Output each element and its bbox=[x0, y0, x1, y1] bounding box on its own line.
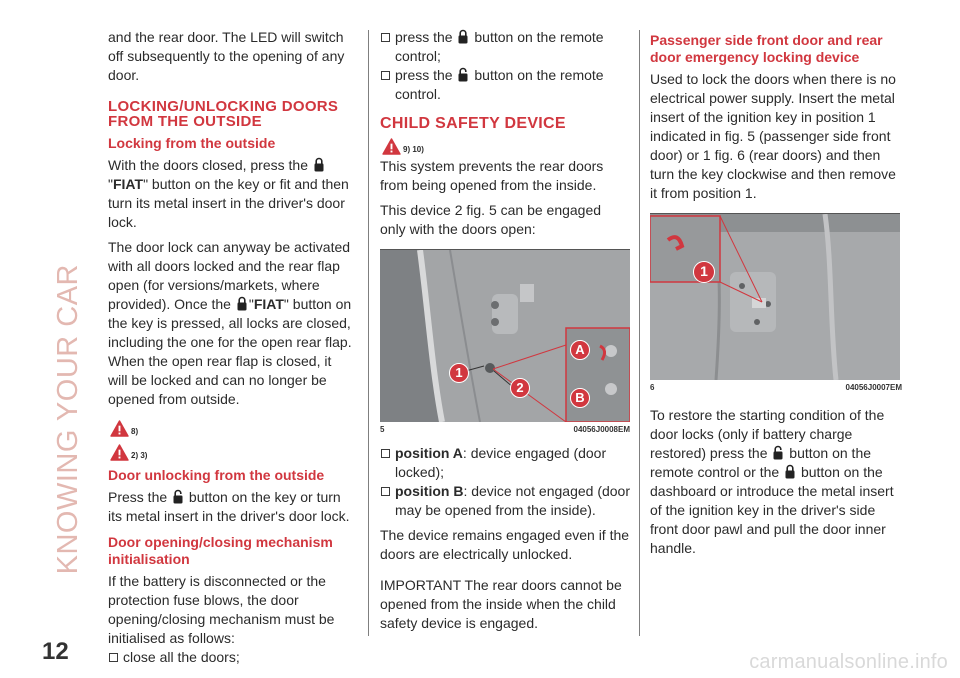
child-safety-paragraph-2: This device 2 fig. 5 can be engaged only with the doors open: bbox=[380, 202, 602, 237]
callout-b: B bbox=[570, 388, 590, 408]
figure-caption bbox=[650, 383, 902, 392]
emergency-paragraph: Used to lock the doors when there is no electrical power supply. Insert the metal insert of the ignition key in position 1 indicated in fig. 5 (passenger side front door) or 1 fig. 6 (rear doors) and then turn the key clockwise and then remove it from position 1. bbox=[650, 71, 896, 201]
lock-closed-icon bbox=[237, 296, 247, 311]
figure-code: 04056J0007EM bbox=[845, 383, 902, 392]
page-number: 12 bbox=[42, 638, 69, 665]
heading-child-safety: CHILD SAFETY DEVICE bbox=[380, 115, 566, 132]
warning-ref-text: 8) bbox=[131, 427, 139, 436]
warning-reference bbox=[380, 133, 630, 155]
warning-ref-text: 2) 3) bbox=[131, 451, 148, 460]
column-divider bbox=[368, 30, 369, 636]
figure-emergency-lock-image bbox=[650, 214, 900, 380]
list-item: press the button on the remote control. bbox=[380, 66, 630, 104]
subheading-unlocking: Door unlocking from the outside bbox=[108, 467, 325, 483]
figure-number: 5 bbox=[380, 425, 385, 434]
lock-open-icon bbox=[173, 489, 183, 504]
subheading-locking: Locking from the outside bbox=[108, 135, 276, 151]
locking-paragraph-1: With the doors closed, press the "FIAT" button on the key or fit and then turn its metal insert in the driver's door lock. bbox=[108, 157, 349, 230]
callout-a: A bbox=[570, 340, 590, 360]
warning-triangle-icon bbox=[110, 444, 129, 461]
child-safety-paragraph-1: This system prevents the rear doors from being opened from the inside. bbox=[380, 158, 604, 193]
list-item: position B: device not engaged (door may be opened from the inside). bbox=[380, 482, 630, 520]
warning-reference bbox=[108, 439, 352, 461]
lock-closed-icon bbox=[785, 464, 795, 479]
callout-1: 1 bbox=[693, 261, 715, 283]
callout-2: 2 bbox=[510, 378, 530, 398]
figure-number: 6 bbox=[650, 383, 655, 392]
column-divider bbox=[639, 30, 640, 636]
column-2 bbox=[380, 28, 630, 639]
heading-locking-unlocking: LOCKING/UNLOCKING DOORS FROM THE OUTSIDE bbox=[108, 98, 339, 130]
subheading-emergency-locking: Passenger side front door and rear door emergency locking device bbox=[650, 32, 883, 65]
restore-paragraph: To restore the starting condition of the door locks (only if battery charge restored) press the button on the remote control or the button on the dashboard or introduce the metal insert of the ignition key in the driver's side front door pawl and pull the door inner handle. bbox=[650, 407, 894, 556]
lock-closed-icon bbox=[314, 157, 324, 172]
lock-closed-icon bbox=[458, 29, 468, 44]
figure-code: 04056J0008EM bbox=[573, 425, 630, 434]
callout-1: 1 bbox=[449, 363, 469, 383]
warning-ref-text: 9) 10) bbox=[403, 145, 424, 154]
list-item: position A: device engaged (door locked); bbox=[380, 444, 630, 482]
column-3 bbox=[650, 28, 902, 564]
child-safety-important: IMPORTANT The rear doors cannot be opened from the inside when the child safety device is engaged. bbox=[380, 577, 622, 631]
child-safety-paragraph-3: The device remains engaged even if the doors are electrically unlocked. bbox=[380, 527, 630, 562]
list-item: close all the doors; bbox=[108, 648, 352, 667]
intro-text: and the rear door. The LED will switch off subsequently to the opening of any door. bbox=[108, 29, 345, 83]
list-item: press the button on the remote control; bbox=[380, 28, 630, 66]
warning-triangle-icon bbox=[382, 138, 401, 155]
locking-paragraph-2: The door lock can anyway be activated with all doors locked and the rear flap open (for versions/markets, where provided). Once the "FIAT" button on the key is pressed, all locks are closed, including the one for the open rear flap. When the open rear flap is closed, it will be locked and can no longer be opened from outside. bbox=[108, 239, 352, 407]
subheading-initialisation: Door opening/closing mechanism initialisation bbox=[108, 534, 333, 567]
lock-open-icon bbox=[458, 67, 468, 82]
figure-child-lock-image bbox=[380, 250, 630, 422]
watermark: carmanualsonline.info bbox=[749, 651, 948, 673]
lock-open-icon bbox=[773, 445, 783, 460]
side-section-title: KNOWING YOUR CAR bbox=[52, 264, 84, 575]
initialisation-paragraph: If the battery is disconnected or the protection fuse blows, the door opening/closing mechanism must be initialised as follows: bbox=[108, 573, 335, 646]
warning-reference bbox=[108, 415, 352, 437]
unlocking-paragraph: Press the button on the key or turn its metal insert in the driver's door lock. bbox=[108, 489, 350, 524]
figure-caption bbox=[380, 425, 630, 434]
warning-triangle-icon bbox=[110, 420, 129, 437]
column-1 bbox=[108, 28, 352, 667]
